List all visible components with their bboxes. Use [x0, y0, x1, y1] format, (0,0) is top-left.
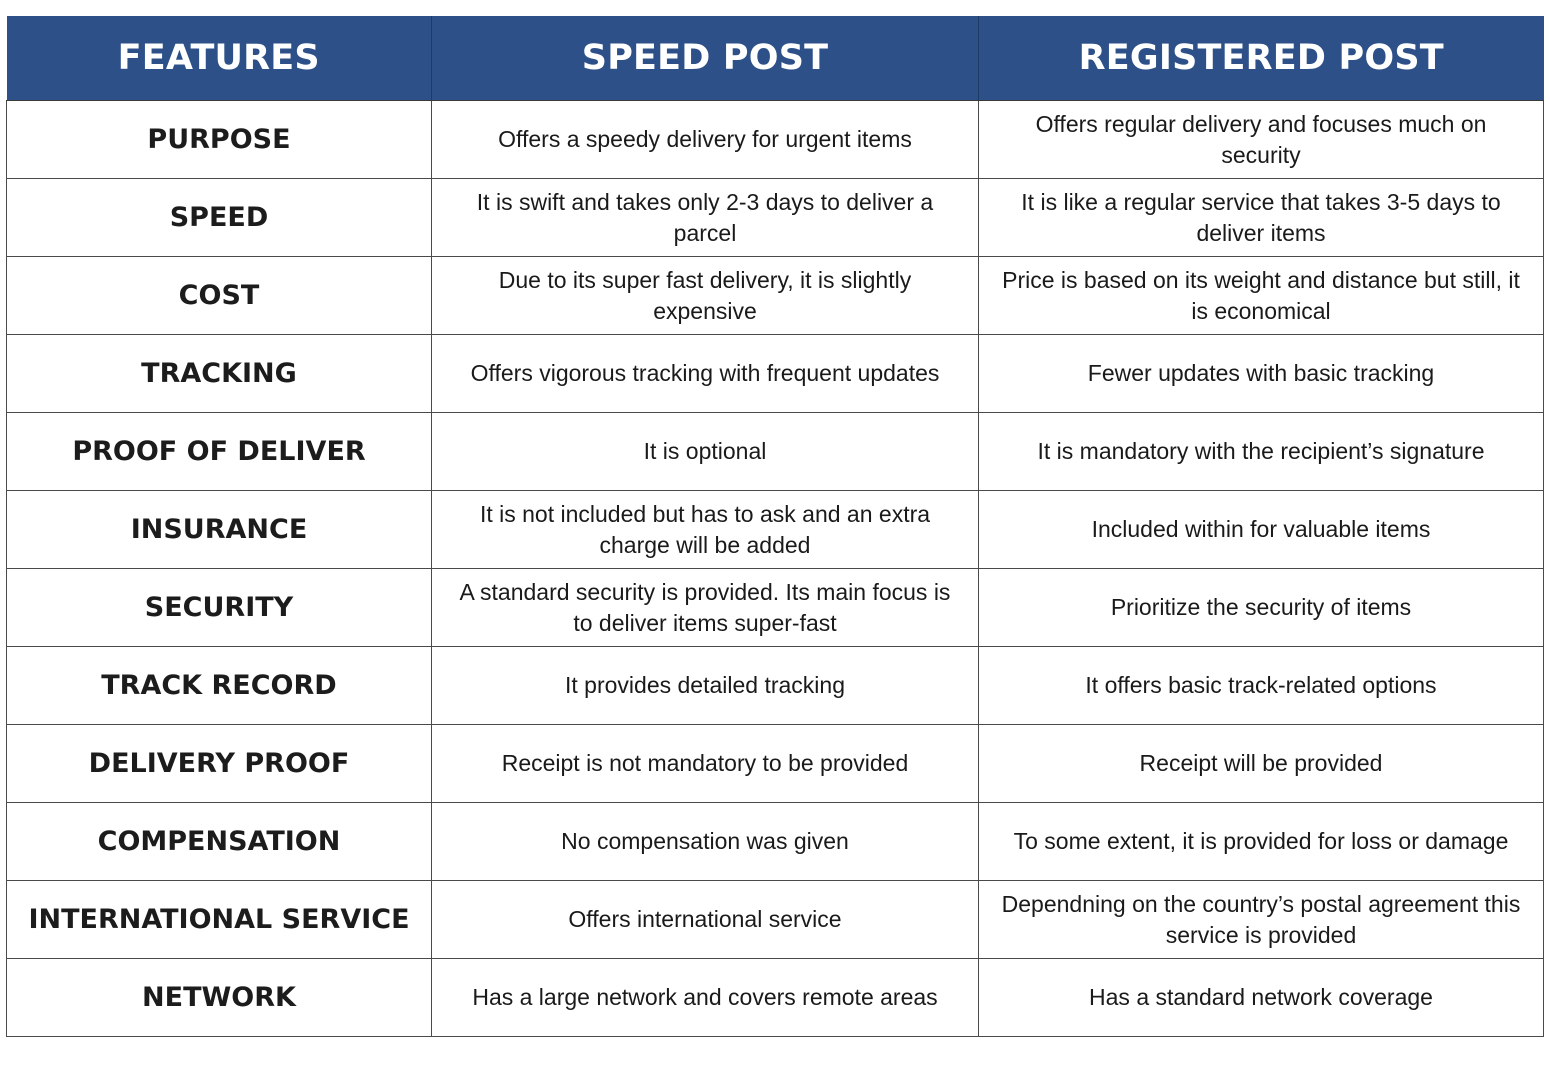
feature-cell: DELIVERY PROOF	[7, 725, 432, 803]
registered-post-cell: Included within for valuable items	[979, 491, 1544, 569]
table-row	[7, 959, 1544, 1037]
table-row	[7, 413, 1544, 491]
table-row	[7, 725, 1544, 803]
speed-post-cell: It is optional	[432, 413, 979, 491]
registered-post-cell: To some extent, it is provided for loss or damage	[979, 803, 1544, 881]
feature-cell: TRACK RECORD	[7, 647, 432, 725]
registered-post-cell: Has a standard network coverage	[979, 959, 1544, 1037]
feature-cell: COMPENSATION	[7, 803, 432, 881]
registered-post-cell: Prioritize the security of items	[979, 569, 1544, 647]
table-row	[7, 101, 1544, 179]
table-row	[7, 803, 1544, 881]
table-row	[7, 881, 1544, 959]
registered-post-cell: Fewer updates with basic tracking	[979, 335, 1544, 413]
feature-cell: SECURITY	[7, 569, 432, 647]
table-row	[7, 335, 1544, 413]
speed-post-cell: It is not included but has to ask and an extra charge will be added	[432, 491, 979, 569]
header-features: FEATURES	[7, 16, 432, 101]
speed-post-cell: Offers vigorous tracking with frequent updates	[432, 335, 979, 413]
registered-post-cell: It is like a regular service that takes 3-5 days to deliver items	[979, 179, 1544, 257]
registered-post-cell: Receipt will be provided	[979, 725, 1544, 803]
feature-cell: PROOF OF DELIVER	[7, 413, 432, 491]
speed-post-cell: Has a large network and covers remote areas	[432, 959, 979, 1037]
speed-post-cell: Offers international service	[432, 881, 979, 959]
speed-post-cell: It is swift and takes only 2-3 days to deliver a parcel	[432, 179, 979, 257]
table-row	[7, 179, 1544, 257]
speed-post-cell: Receipt is not mandatory to be provided	[432, 725, 979, 803]
speed-post-cell: It provides detailed tracking	[432, 647, 979, 725]
feature-cell: NETWORK	[7, 959, 432, 1037]
feature-cell: INSURANCE	[7, 491, 432, 569]
registered-post-cell: Offers regular delivery and focuses much on security	[979, 101, 1544, 179]
feature-cell: PURPOSE	[7, 101, 432, 179]
table-row	[7, 257, 1544, 335]
header-speed-post: SPEED POST	[432, 16, 979, 101]
table-header	[7, 16, 1544, 101]
speed-post-cell: A standard security is provided. Its main focus is to deliver items super-fast	[432, 569, 979, 647]
feature-cell: INTERNATIONAL SERVICE	[7, 881, 432, 959]
registered-post-cell: It offers basic track-related options	[979, 647, 1544, 725]
table-row	[7, 569, 1544, 647]
feature-cell: COST	[7, 257, 432, 335]
table-body	[7, 101, 1544, 1037]
registered-post-cell: It is mandatory with the recipient’s signature	[979, 413, 1544, 491]
table-row	[7, 491, 1544, 569]
feature-cell: SPEED	[7, 179, 432, 257]
feature-cell: TRACKING	[7, 335, 432, 413]
header-registered-post: REGISTERED POST	[979, 16, 1544, 101]
speed-post-cell: Due to its super fast delivery, it is slightly expensive	[432, 257, 979, 335]
speed-post-cell: Offers a speedy delivery for urgent items	[432, 101, 979, 179]
registered-post-cell: Price is based on its weight and distance but still, it is economical	[979, 257, 1544, 335]
table-row	[7, 647, 1544, 725]
registered-post-cell: Dependning on the country’s postal agreement this service is provided	[979, 881, 1544, 959]
comparison-table	[6, 16, 1544, 1037]
header-row	[7, 16, 1544, 101]
speed-post-cell: No compensation was given	[432, 803, 979, 881]
